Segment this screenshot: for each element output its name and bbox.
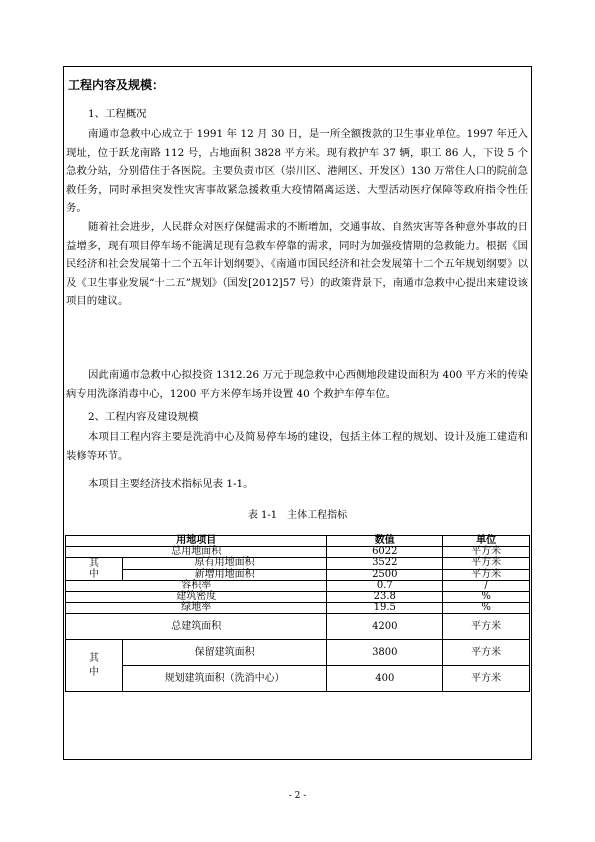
table-row (66, 640, 530, 666)
row-value: 23.8 (327, 592, 443, 603)
row-label: 原有用地面积 (122, 558, 327, 570)
subsection-title-scope: 2、工程内容及建设规模 (88, 411, 199, 423)
table-row (66, 558, 530, 570)
table-row (66, 614, 530, 640)
row-label: 新增用地面积 (122, 569, 327, 581)
row-value: 3800 (327, 640, 443, 666)
table-row (66, 666, 530, 692)
row-unit: 平方米 (443, 666, 530, 692)
row-value: 3522 (327, 558, 443, 570)
row-value: 2500 (327, 569, 443, 581)
row-unit: 平方米 (443, 558, 530, 570)
table-row (66, 547, 530, 558)
row-label: 规划建筑面积（洗消中心） (122, 666, 327, 692)
indicator-table (65, 535, 530, 692)
row-value: 400 (327, 666, 443, 692)
row-value: 4200 (327, 614, 443, 640)
group-label: 其 中 (66, 558, 123, 581)
table-caption: 表 1-1 主体工程指标 (247, 510, 348, 521)
row-unit: % (443, 592, 530, 603)
header-unit: 单位 (443, 536, 530, 547)
row-unit: % (443, 603, 530, 614)
row-label: 容积率 (66, 581, 327, 592)
group-label: 其 中 (66, 640, 123, 692)
paragraph-investment: 因此南通市急救中心拟投资 1312.26 万元于现急救中心西侧地段建设面积为 400 平方米的传染病专用洗涤消毒中心，1200 平方米停车场并设置 40 个救护车停车位。 (66, 369, 528, 400)
table-row (66, 569, 530, 581)
row-unit: 平方米 (443, 614, 530, 640)
paragraph-table-ref: 本项目主要经济技术指标见表 1-1。 (88, 478, 254, 490)
subsection-title-overview: 1、工程概况 (88, 108, 147, 120)
page-number: - 2 - (288, 791, 307, 801)
row-value: 19.5 (327, 603, 443, 614)
section-heading: 工程内容及规模： (68, 78, 165, 92)
row-label: 保留建筑面积 (122, 640, 327, 666)
paragraph-background: 随着社会进步，人民群众对医疗保健需求的不断增加，交通事故、自然灾害等各种意外事故的日益增多，现有项目停车场不能满足现有急救车停靠的需求，同时为加强疫情期的急救能力。根据《国民经济和社会发展第十二个五年计划纲要》、《南通市国民经济和社会发展第十二个五年规划纲要》以及《卫生事业发展“十二五”规划》（国发[2012]57 号）的政策背景下，南通市急救中心提出来建设该项目的建议。 (66, 221, 528, 307)
header-value: 数值 (327, 536, 443, 547)
table-row (66, 603, 530, 614)
header-item: 用地项目 (66, 536, 327, 547)
paragraph-overview: 南通市急救中心成立于 1991 年 12 月 30 日，是一所全额拨款的卫生事业单位。1997 年迁入现址，位于跃龙南路 112 号，占地面积 3828 平方米。现有救护车 37 辆，职工 86 人，下设 5 个急救分站，分别借住于各医院。主要负责市区（崇川区、港闸区、开发区）130 万常住人口的院前急救任务，同时承担突发性灾害事故紧急援救重大疫情隔离运送、大型活动医疗保障等政府指令性任务。 (66, 128, 528, 214)
row-unit: 平方米 (443, 640, 530, 666)
row-unit: / (443, 581, 530, 592)
row-unit: 平方米 (443, 547, 530, 558)
row-unit: 平方米 (443, 569, 530, 581)
row-label: 建筑密度 (66, 592, 327, 603)
paragraph-scope: 本项目工程内容主要是洗消中心及简易停车场的建设，包括主体工程的规划、设计及施工建造和装修等环节。 (66, 431, 528, 462)
row-value: 6022 (327, 547, 443, 558)
row-label: 绿地率 (66, 603, 327, 614)
row-label: 总用地面积 (66, 547, 327, 558)
table-row (66, 592, 530, 603)
row-value: 0.7 (327, 581, 443, 592)
table-row (66, 581, 530, 592)
table-header-row (66, 536, 530, 547)
row-label: 总建筑面积 (66, 614, 327, 640)
